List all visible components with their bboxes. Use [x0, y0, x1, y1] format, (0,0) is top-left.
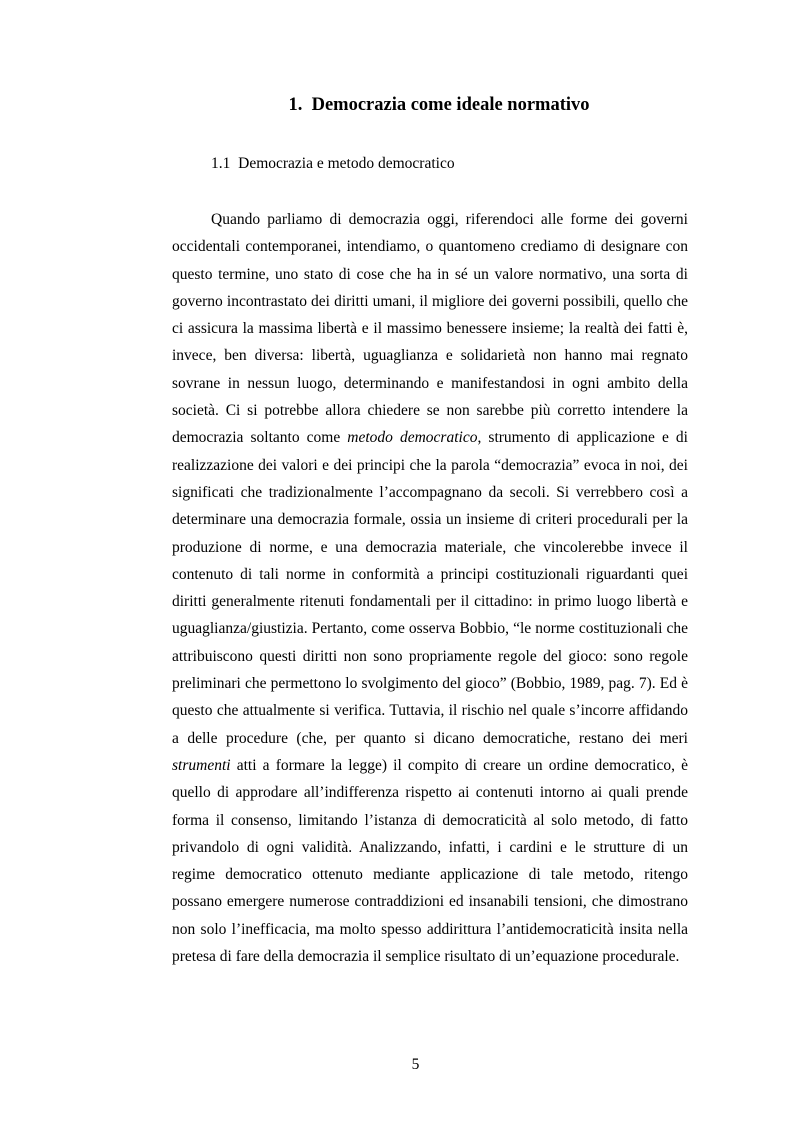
paragraph-text-1: Quando parliamo di democrazia oggi, riferendoci alle forme dei governi occidentali contemporanei, intendiamo, o quantomeno crediamo di designare con questo termine, uno stato di cose che ha in sé un valore normativo, una sorta di governo incontrastato dei diritti umani, il migliore dei governi possibili, quello che ci assicura la massima libertà e il massimo benessere insieme; la realtà dei fatti è, invece, ben diversa: libertà, uguaglianza e solidarietà non hanno mai regnato sovrane in nessun luogo, determinando e manifestandosi in ogni ambito della società. Ci si potrebbe allora chiedere se non sarebbe più corretto intendere la democrazia soltanto come: [172, 211, 688, 447]
page-number: 5: [411, 1056, 420, 1073]
paragraph-text-3: atti a formare la legge) il compito di creare un ordine democratico, è quello di approdare all’indifferenza rispetto ai contenuti intorno ai quali prende forma il consenso, limitando l’istanza di democraticità al solo metodo, di fatto privandolo di ogni validità. Analizzando, infatti, i cardini e le strutture di un regime democratico ottenuto mediante applicazione di tale metodo, ritengo possano emergere numerose contraddizioni ed insanabili tensioni, che dimostrano non solo l’inefficacia, ma molto spesso addirittura l’antidemocraticità insita nella pretesa di fare della democrazia il semplice risultato di un’equazione procedurale.: [172, 756, 688, 966]
paragraph-italic-metodo: metodo democratico: [347, 429, 478, 447]
body-paragraph: [172, 206, 688, 970]
section-title-text: Democrazia e metodo democratico: [238, 155, 455, 172]
section-number: 1.1: [211, 155, 231, 172]
paragraph-text-2: , strumento di applicazione e di realizzazione dei valori e dei principi che la parola “democrazia” evoca in noi, dei significati che tradizionalmente l’accompagnano da secoli. Si verrebbero così a determinare una democrazia formale, ossia un insieme di criteri procedurali per la produzione di norme, e una democrazia materiale, che vincolerebbe invece il contenuto di tali norme in conformità a principi costituzionali riguardanti quei diritti generalmente ritenuti fondamentali per il cittadino: in primo luogo libertà e uguaglianza/giustizia. Pertanto, come osserva Bobbio, “le norme costituzionali che attribuiscono questi diritti non sono propriamente regole del gioco: sono regole preliminari che permettono lo svolgimento del gioco” (Bobbio, 1989, pag. 7). Ed è questo che attualmente si verifica. Tuttavia, il rischio nel quale s’incorre affidando a delle procedure (che, per quanto si dicano democratiche, restano dei meri: [172, 429, 688, 747]
chapter-number: 1.: [288, 95, 303, 115]
section-title: [211, 153, 455, 175]
chapter-title: [0, 93, 793, 117]
paragraph-italic-strumenti: strumenti: [172, 756, 231, 774]
chapter-title-text: Democrazia come ideale normativo: [311, 95, 590, 115]
